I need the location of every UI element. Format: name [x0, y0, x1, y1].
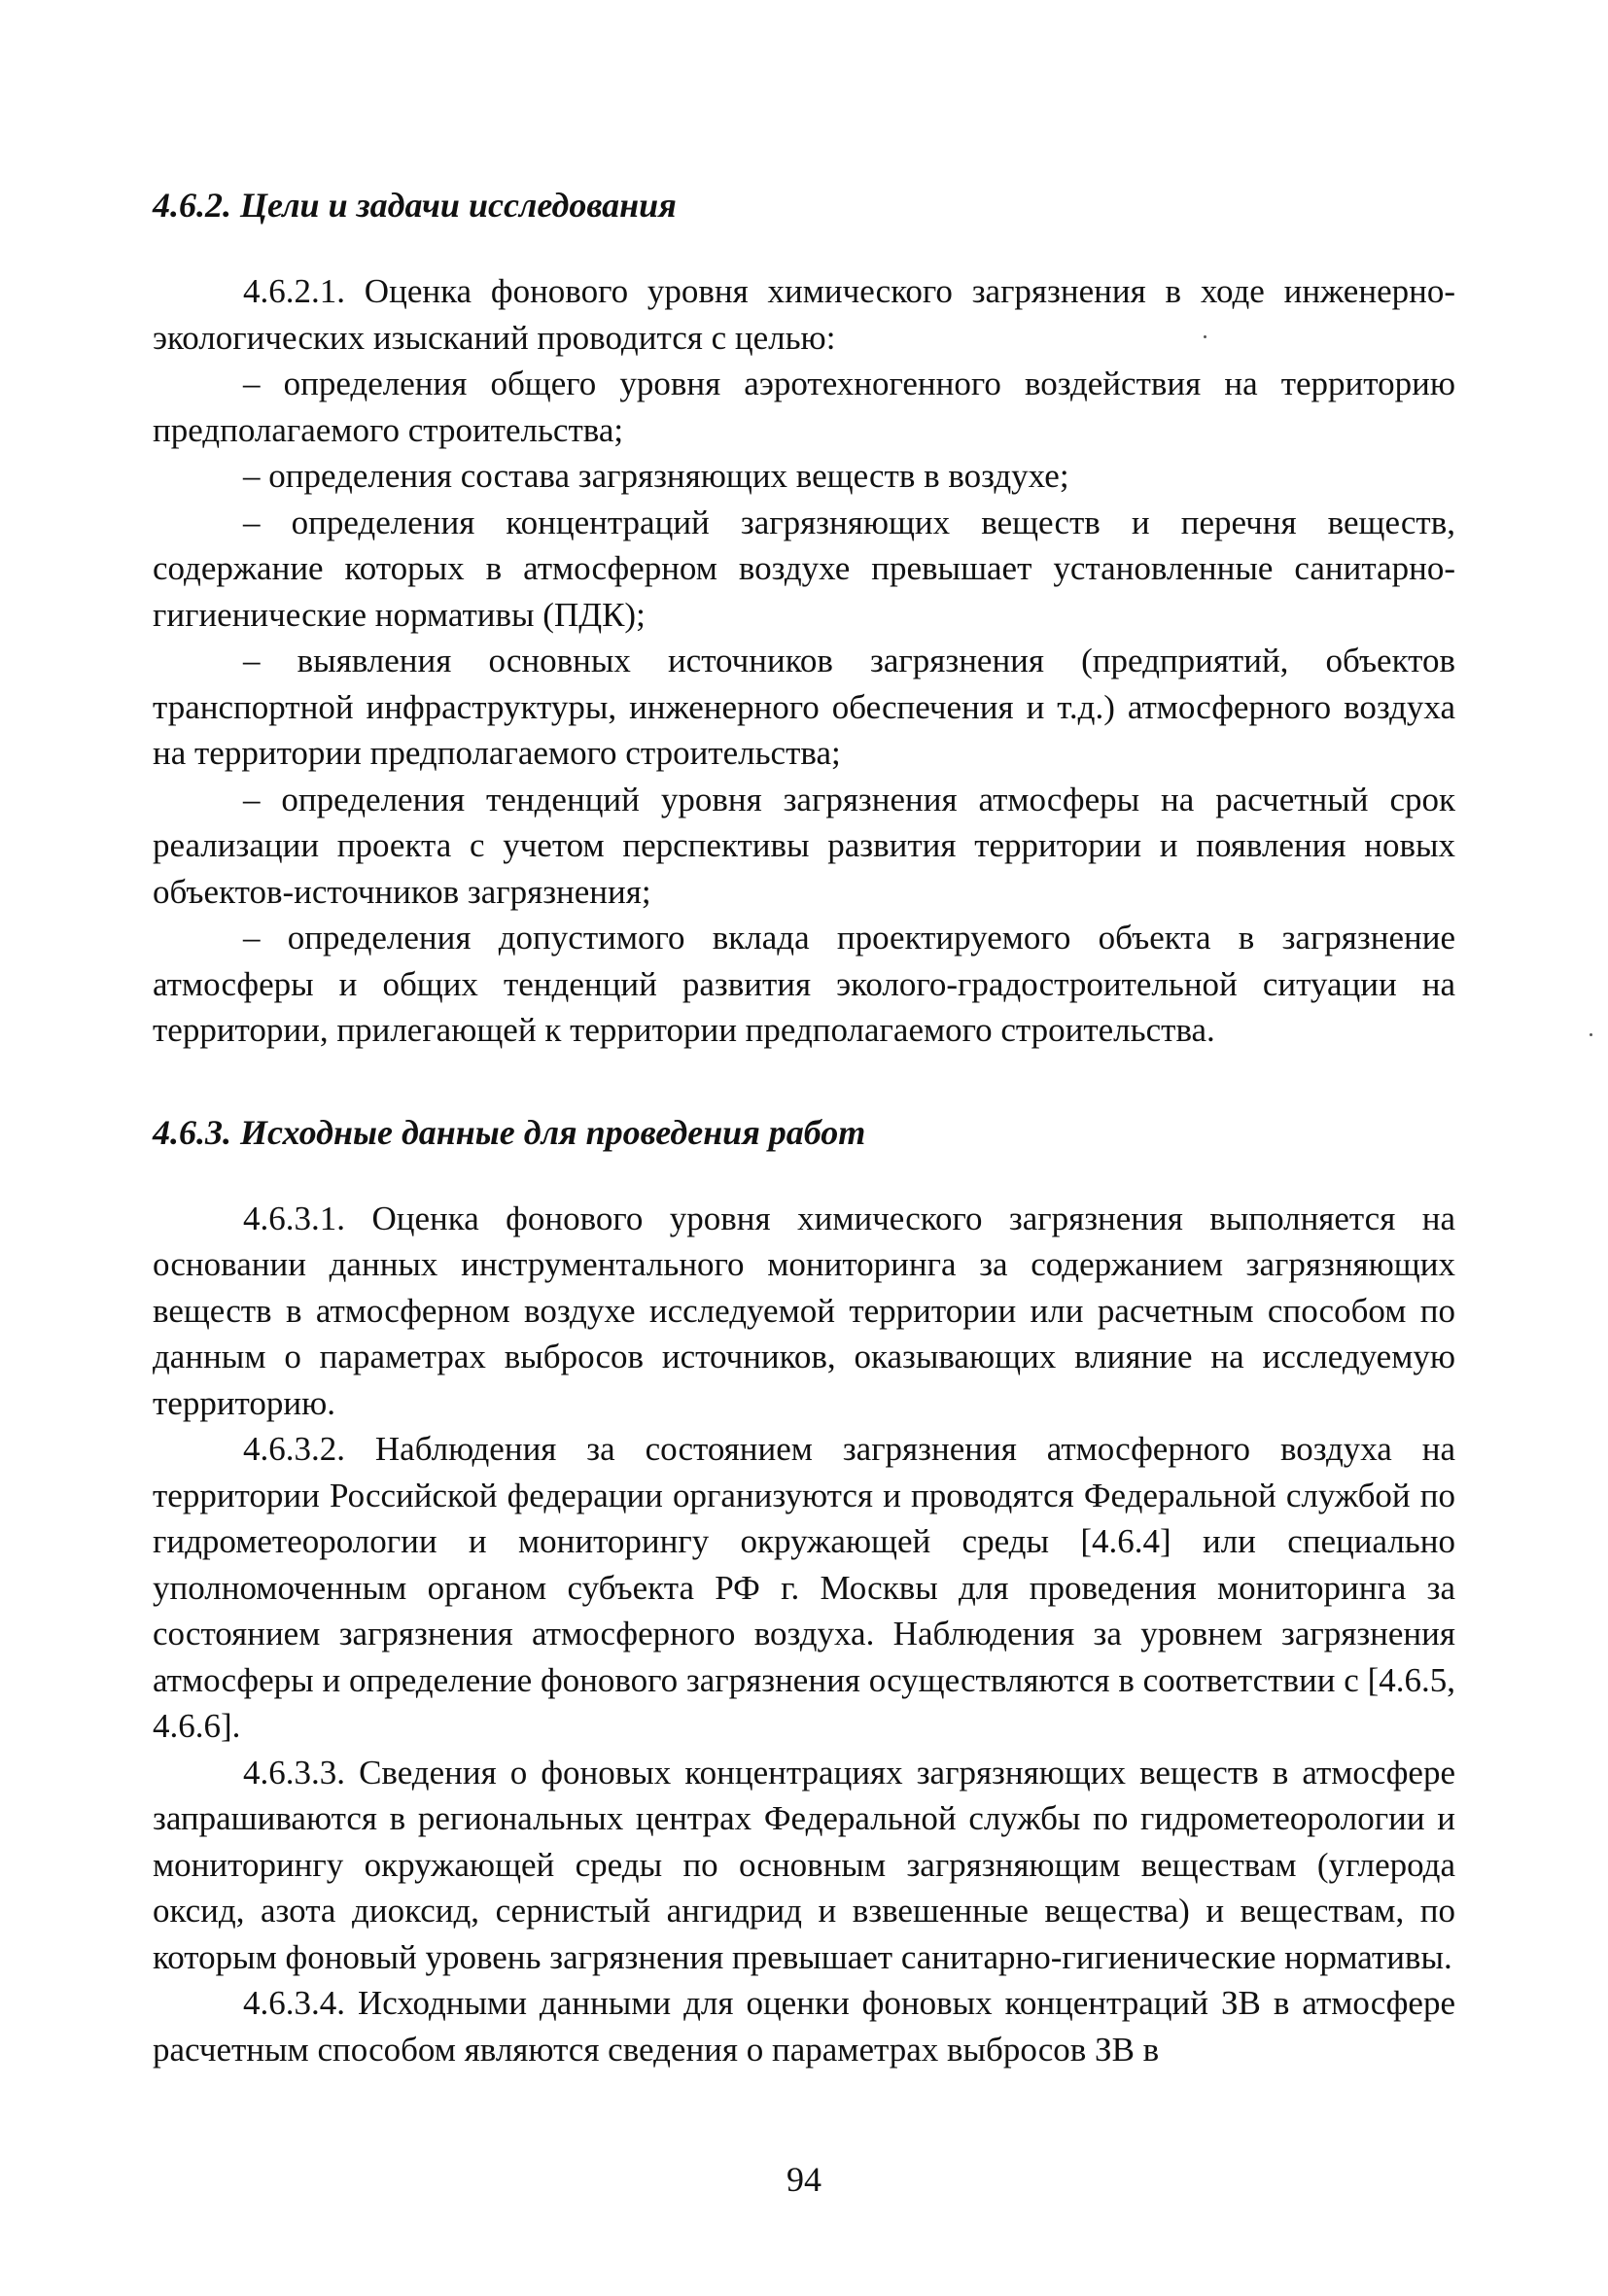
scan-speck	[1590, 1033, 1592, 1036]
paragraph-4-6-3-2: 4.6.3.2. Наблюдения за состоянием загрязнения атмосферного воздуха на территории Российской федерации организуются и проводятся Федеральной службой по гидрометеорологии и мониторингу окружающей среды [4.6.4] или специально уполномоченным органом субъекта РФ г. Москвы для проведения мониторинга за состоянием загрязнения атмосферного воздуха. Наблюдения за уровнем загрязнения атмосферы и определение фонового загрязнения осуществляются в соответствии с [4.6.5, 4.6.6].	[153, 1430, 1455, 1745]
section-body-4-6-2	[153, 268, 1455, 1054]
scan-speck	[1204, 335, 1206, 338]
list-item-pollutant-concentrations: – определения концентраций загрязняющих веществ и перечня веществ, содержание которых в атмосферном воздухе превышает установленные санитарно-гигиенические нормативы (ПДК);	[153, 503, 1455, 634]
section-heading-4-6-3: 4.6.3. Исходные данные для проведения работ	[153, 1112, 866, 1152]
section-heading-4-6-2: 4.6.2. Цели и задачи исследования	[153, 186, 677, 225]
list-item-pollution-trends: – определения тенденций уровня загрязнения атмосферы на расчетный срок реализации проекта с учетом перспективы развития территории и появления новых объектов-источников загрязнения;	[153, 780, 1455, 911]
list-item-pollution-sources: – выявления основных источников загрязнения (предприятий, объектов транспортной инфраструктуры, инженерного обеспечения и т.д.) атмосферного воздуха на территории предполагаемого строительства;	[153, 642, 1455, 772]
paragraph-4-6-3-4: 4.6.3.4. Исходными данными для оценки фоновых концентраций ЗВ в атмосфере расчетным способом являются сведения о параметрах выбросов ЗВ в	[153, 1984, 1455, 2069]
page-content	[153, 183, 1455, 2072]
list-item-allowable-contribution: – определения допустимого вклада проектируемого объекта в загрязнение атмосферы и общих тенденций развития эколого-градостроительной ситуации на территории, прилегающей к территории предполагаемого строительства.	[153, 919, 1455, 1049]
paragraph-4-6-2-1: 4.6.2.1. Оценка фонового уровня химического загрязнения в ходе инженерно-экологических изысканий проводится с целью:	[153, 272, 1455, 357]
section-body-4-6-3	[153, 1196, 1455, 2073]
list-item-aerotechnogenic-impact: – определения общего уровня аэротехногенного воздействия на территорию предполагаемого строительства;	[153, 365, 1455, 449]
paragraph-4-6-3-1: 4.6.3.1. Оценка фонового уровня химического загрязнения выполняется на основании данных инструментального мониторинга за содержанием загрязняющих веществ в атмосферном воздухе исследуемой территории или расчетным способом по данным о параметрах выбросов источников, оказывающих влияние на исследуемую территорию.	[153, 1199, 1455, 1422]
paragraph-4-6-3-3: 4.6.3.3. Сведения о фоновых концентрациях загрязняющих веществ в атмосфере запрашиваются в региональных центрах Федеральной службы по гидрометеорологии и мониторингу окружающей среды по основным загрязняющим веществам (углерода оксид, азота диоксид, сернистый ангидрид и взвешенные вещества) и веществам, по которым фоновый уровень загрязнения превышает санитарно-гигиенические нормативы.	[153, 1753, 1455, 1976]
page-number: 94	[787, 2160, 821, 2199]
list-item-pollutant-composition: – определения состава загрязняющих веществ в воздухе;	[243, 457, 1069, 495]
